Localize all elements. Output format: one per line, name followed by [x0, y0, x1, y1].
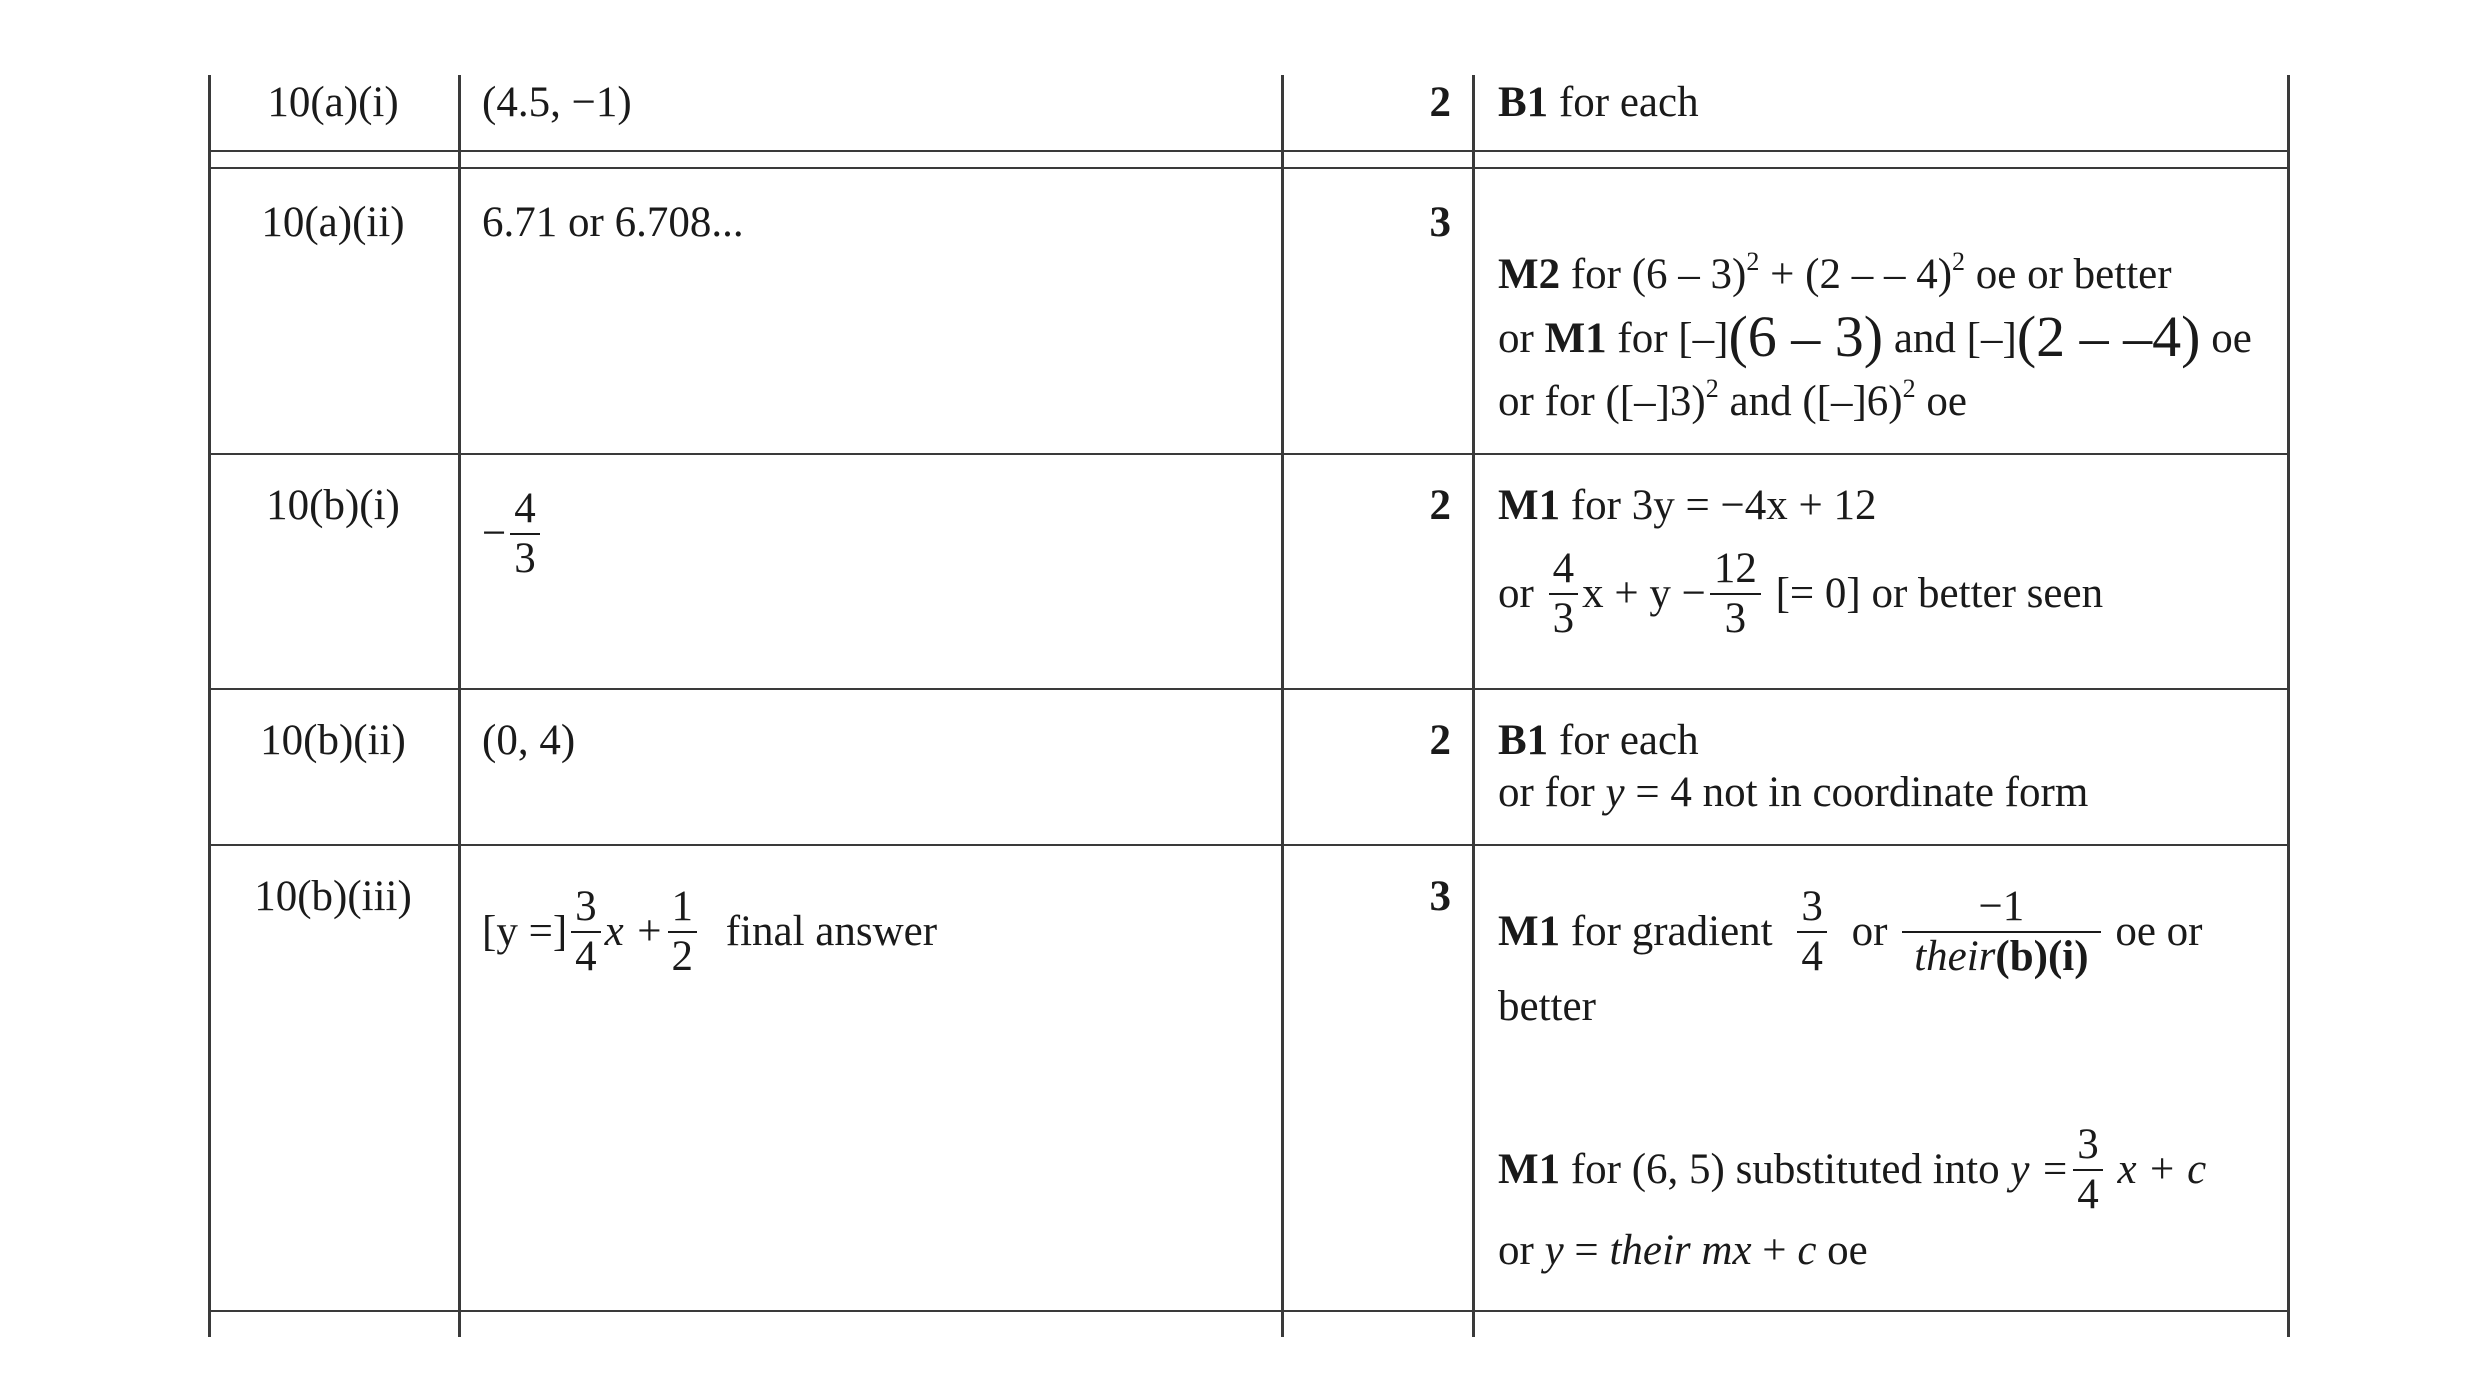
column-divider — [1281, 75, 1284, 1337]
numerator: 3 — [571, 883, 601, 933]
guidance-text: or — [1851, 908, 1888, 955]
guidance-text: for — [1570, 482, 1621, 529]
guidance-text: for each — [1558, 79, 1699, 126]
variable: y — [1544, 1227, 1564, 1274]
guidance-cell — [1498, 77, 1699, 129]
denominator: 3 — [1724, 595, 1747, 642]
equation: x + — [604, 908, 664, 955]
guidance-line — [1498, 767, 2088, 819]
row-divider — [208, 453, 2290, 455]
numerator: 4 — [1549, 545, 1579, 595]
fraction — [571, 883, 601, 981]
numerator: 3 — [2073, 1121, 2103, 1171]
mark-code: M1 — [1498, 482, 1561, 529]
equation: x + y − — [1582, 570, 1706, 617]
row-divider — [208, 167, 2290, 169]
guidance-text: oe — [2200, 315, 2252, 362]
guidance-line — [1498, 545, 2103, 643]
question-number: 10(b)(i) — [266, 482, 400, 529]
guidance-text: [= 0] or better seen — [1775, 570, 2104, 617]
guidance-text: for [–] — [1606, 315, 1729, 362]
row-divider — [208, 150, 2290, 152]
guidance-line — [1498, 376, 1967, 428]
guidance-text: for each — [1558, 717, 1699, 764]
answer-cell — [482, 883, 937, 981]
question-number: 10(b)(ii) — [260, 717, 406, 764]
numerator: 12 — [1710, 545, 1761, 595]
answer-cell: (4.5, −1) — [482, 79, 632, 126]
mark-scheme-table — [208, 75, 2290, 1337]
guidance-line — [1498, 249, 2172, 301]
denominator: 3 — [514, 535, 536, 582]
row-divider — [208, 844, 2290, 846]
marks-cell: 2 — [1429, 79, 1451, 126]
variable: c — [1797, 1227, 1817, 1274]
answer-cell: (0, 4) — [482, 717, 576, 764]
guidance-line — [1498, 883, 2202, 981]
equation: 3y = −4x + 12 — [1631, 482, 1877, 529]
guidance-line — [1498, 304, 2252, 369]
denominator: 4 — [2077, 1171, 2099, 1218]
fraction — [1710, 545, 1761, 643]
part-reference: (b)(i) — [1995, 933, 2089, 980]
guidance-text: and ([–]6) — [1718, 378, 1903, 425]
guidance-text: = 4 not in coordinate form — [1624, 769, 2089, 816]
numerator: −1 — [1902, 883, 2100, 933]
column-divider — [208, 75, 211, 1337]
row-divider — [208, 688, 2290, 690]
guidance-text: and [–] — [1883, 315, 2017, 362]
row-divider — [208, 1310, 2290, 1312]
guidance-line — [1498, 480, 1877, 532]
mark-code: M2 — [1498, 251, 1561, 298]
fraction — [668, 883, 698, 981]
denominator: 4 — [1801, 933, 1823, 980]
answer-cell: 6.71 or 6.708... — [482, 199, 744, 246]
answer-cell — [482, 485, 544, 583]
mark-code: M1 — [1498, 908, 1561, 955]
denominator: 4 — [575, 933, 597, 980]
column-divider — [1472, 75, 1475, 1337]
marks-cell: 3 — [1429, 199, 1451, 246]
numerator: 3 — [1797, 883, 1827, 933]
numerator: 4 — [510, 485, 540, 535]
guidance-text: for gradient — [1570, 908, 1773, 955]
mark-code: B1 — [1498, 79, 1549, 126]
equation: [y =] — [482, 908, 568, 955]
fraction — [1902, 883, 2100, 981]
minus-sign: − — [482, 510, 507, 557]
marks-cell: 3 — [1429, 873, 1451, 920]
guidance-text: or — [1498, 315, 1545, 362]
mark-code: B1 — [1498, 717, 1549, 764]
marks-cell: 2 — [1429, 482, 1451, 529]
denominator: 2 — [671, 933, 693, 980]
exponent: 2 — [1952, 247, 1966, 276]
guidance-text: final answer — [725, 908, 938, 955]
guidance-line — [1498, 1225, 1868, 1277]
guidance-text: or for — [1498, 769, 1606, 816]
column-divider — [458, 75, 461, 1337]
mark-code: M1 — [1498, 1146, 1561, 1193]
variable: y — [1605, 769, 1625, 816]
guidance-text: + (2 – – 4) — [1759, 251, 1953, 298]
guidance-line — [1498, 981, 1596, 1033]
guidance-text: oe — [1915, 378, 1967, 425]
exponent: 2 — [1746, 247, 1760, 276]
guidance-line — [1498, 1121, 2206, 1219]
guidance-text: or for ([–]3) — [1498, 378, 1706, 425]
guidance-text: oe or — [2115, 908, 2203, 955]
question-number: 10(a)(ii) — [261, 199, 405, 246]
guidance-text: for (6, 5) substituted into — [1570, 1146, 2000, 1193]
denominator: 3 — [1552, 595, 1575, 642]
guidance-line — [1498, 715, 1699, 767]
guidance-text: = — [1563, 1227, 1610, 1274]
paren-expression: (2 – –4) — [2016, 304, 2201, 369]
paren-expression: (6 – 3) — [1728, 304, 1884, 369]
exponent: 2 — [1902, 374, 1916, 403]
question-number: 10(b)(iii) — [254, 873, 412, 920]
guidance-text: better — [1498, 983, 1596, 1030]
question-number: 10(a)(i) — [267, 79, 399, 126]
fraction — [2073, 1121, 2103, 1219]
fraction — [1797, 883, 1827, 981]
variable: their mx — [1609, 1227, 1752, 1274]
denominator — [1902, 933, 2100, 981]
exponent: 2 — [1705, 374, 1719, 403]
marks-cell: 2 — [1429, 717, 1451, 764]
fraction — [510, 485, 540, 583]
fraction — [1549, 545, 1579, 643]
guidance-text: for (6 – 3) — [1570, 251, 1747, 298]
guidance-text: + — [1751, 1227, 1798, 1274]
equation: y = — [2010, 1146, 2070, 1193]
column-divider — [2287, 75, 2290, 1337]
variable: their — [1914, 933, 1996, 980]
guidance-text: or — [1498, 570, 1534, 617]
guidance-text: oe — [1816, 1227, 1868, 1274]
equation: x + c — [2117, 1146, 2207, 1193]
mark-code: M1 — [1544, 315, 1607, 362]
guidance-text: or — [1498, 1227, 1545, 1274]
guidance-text: oe or better — [1965, 251, 2172, 298]
numerator: 1 — [668, 883, 698, 933]
